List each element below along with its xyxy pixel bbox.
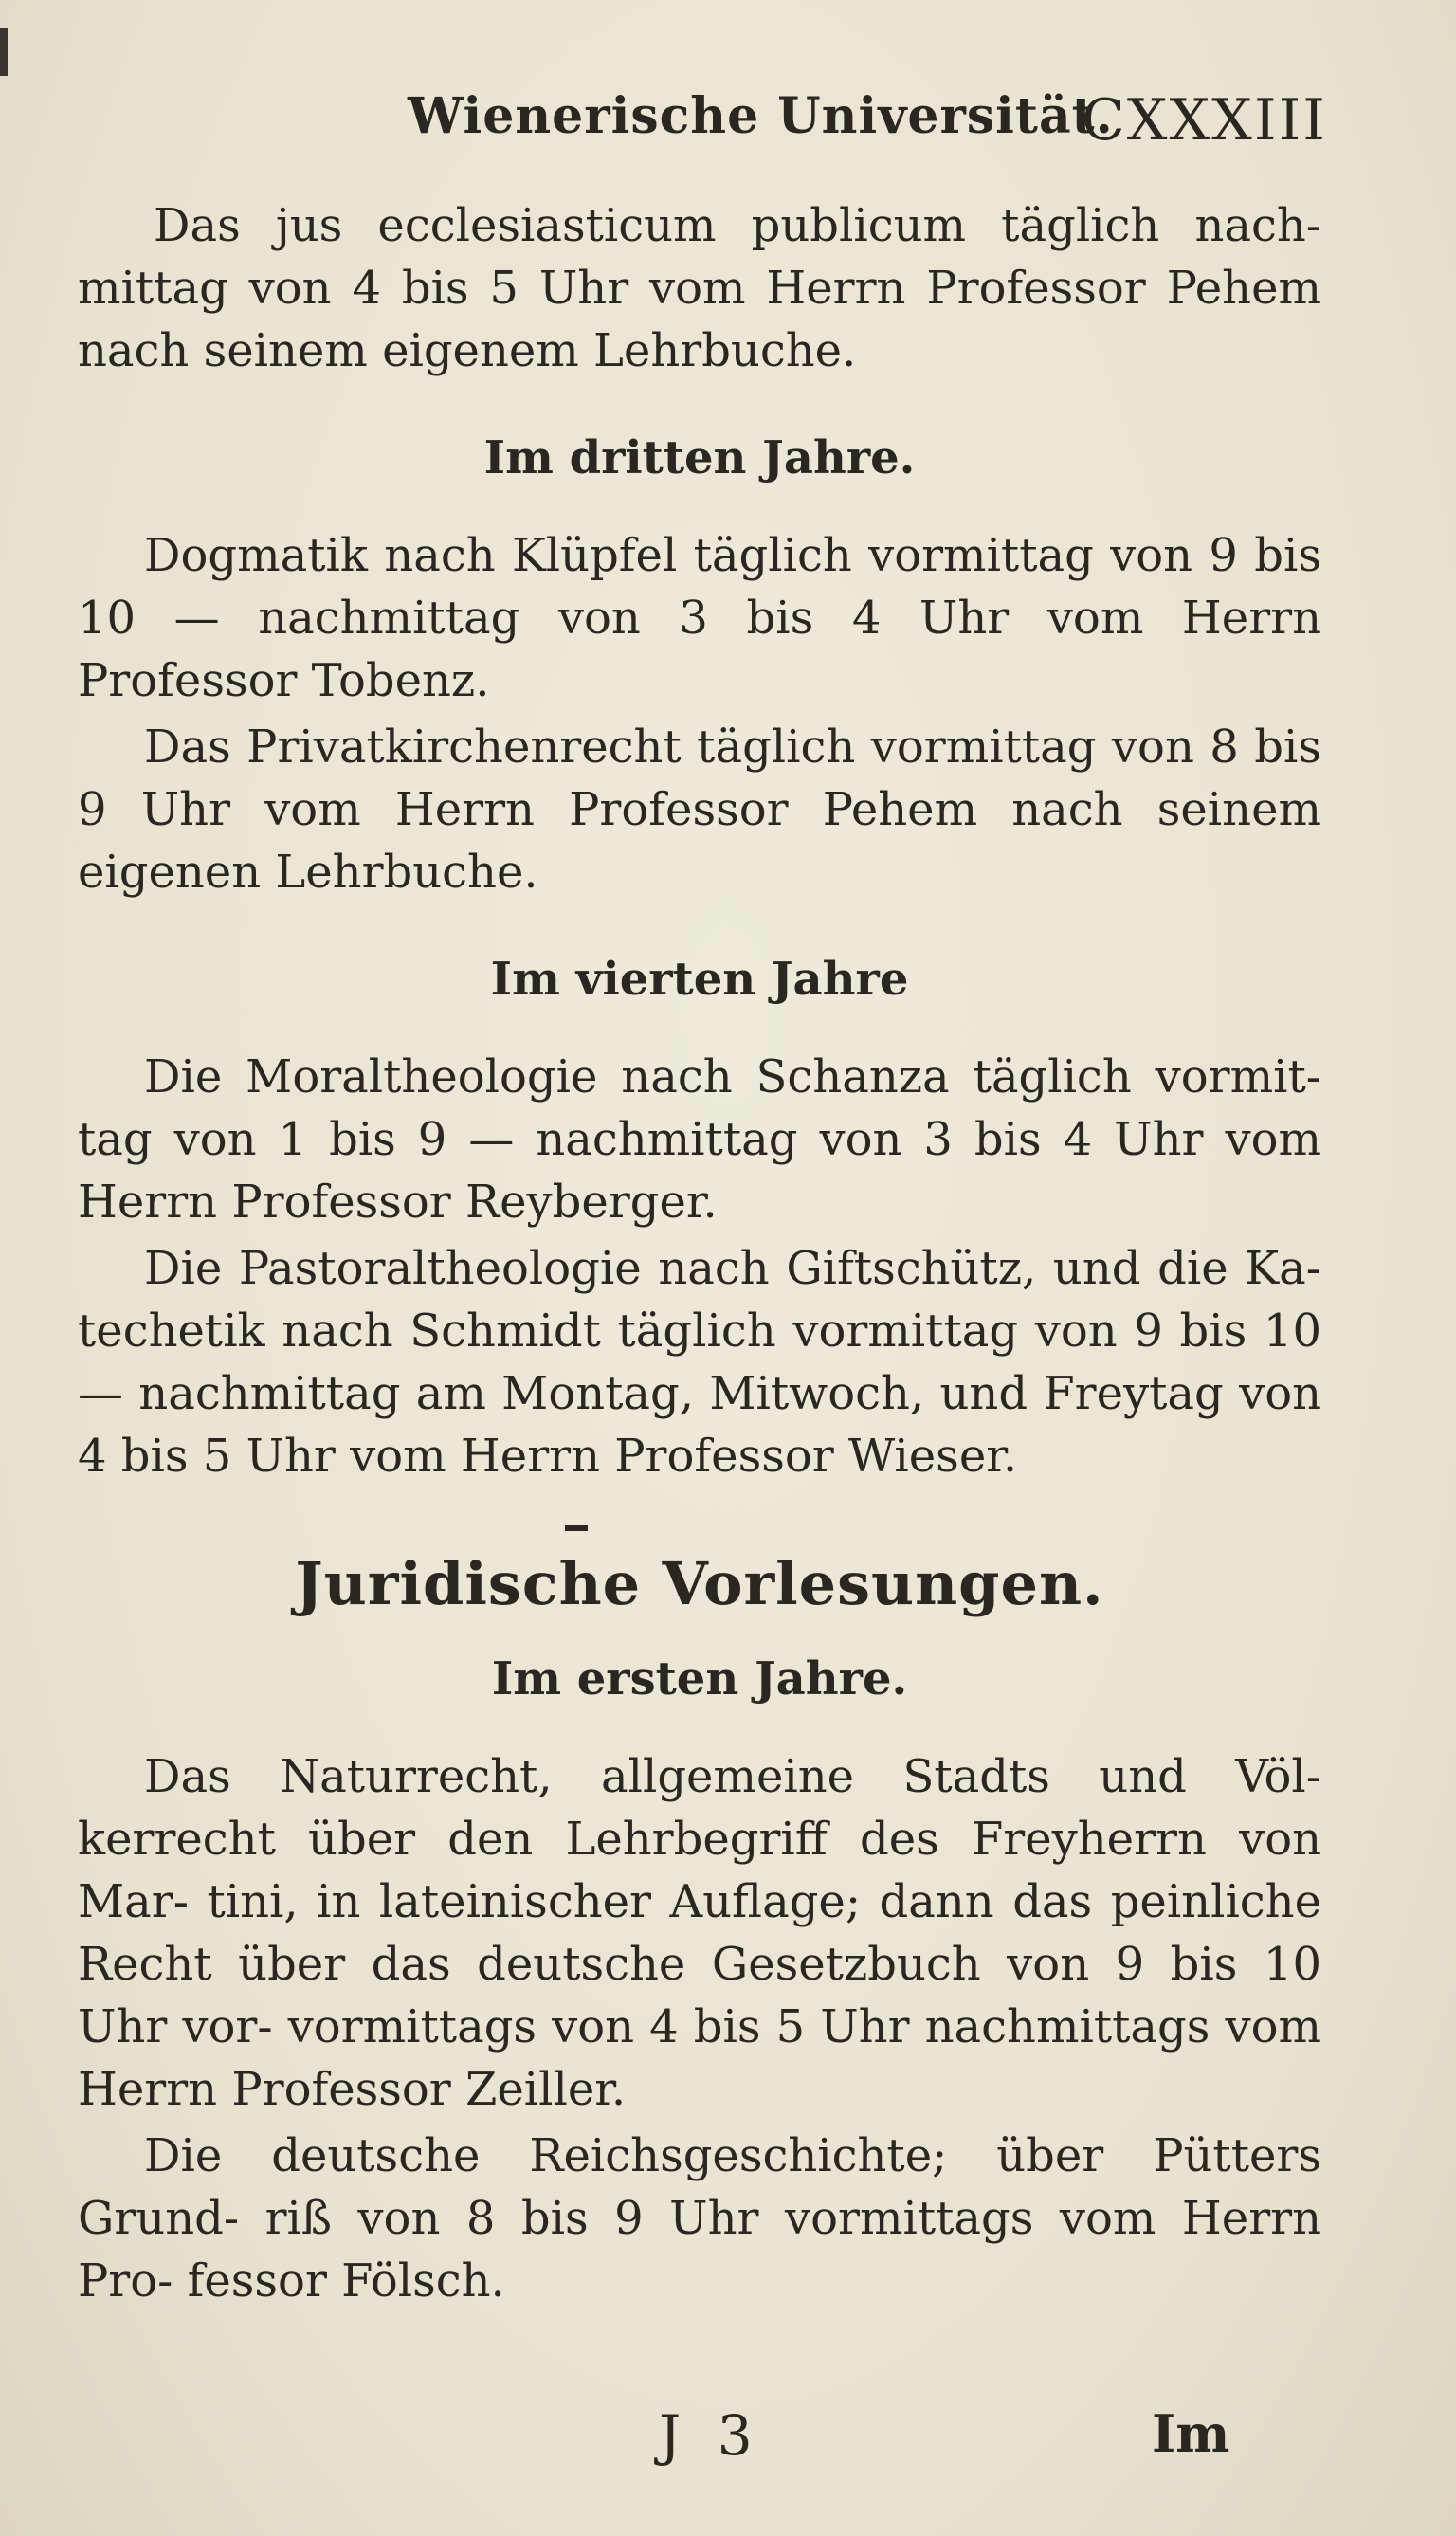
page-footer xyxy=(0,2403,1456,2479)
running-head: Wienerische Universität. xyxy=(408,87,1114,145)
page-number: CXXXIII xyxy=(1081,87,1327,154)
paragraph-naturrecht: Das Naturrecht, allgemeine Stadts und Völ- kerrecht über den Lehrbegriff des Freyherrn von Mar- tini, in lateinischer Auflage; dann das peinliche Recht über das deutsche Gesetzbuch von 9 bis 10 Uhr vor- vormittags von 4 bis 5 Uhr nachmittags vom Herrn Professor Zeiller. xyxy=(78,1750,1321,2116)
page-edge-mark xyxy=(0,28,8,76)
catchword: Im xyxy=(1152,2403,1230,2464)
page-header xyxy=(408,87,1327,163)
heading-fourth-year: Im vierten Jahre xyxy=(490,953,909,1006)
heading-first-year: Im ersten Jahre. xyxy=(491,1652,908,1706)
page-body xyxy=(78,194,1321,2316)
section-title-juridische: Juridische Vorlesungen. xyxy=(295,1549,1104,1618)
heading-third-year: Im dritten Jahre. xyxy=(483,431,916,484)
paragraph-jus-ecclesiasticum: Das jus ecclesiasticum publicum täglich nach- mittag von 4 bis 5 Uhr vom Herrn Professor Pehem nach seinem eigenem Lehrbuche. xyxy=(78,199,1321,377)
paragraph-reichsgeschichte: Die deutsche Reichsgeschichte; über Pütters Grund- riß von 8 bis 9 Uhr vormittags vom Herrn Pro- fessor Fölsch. xyxy=(78,2129,1321,2308)
signature-mark: J 3 xyxy=(659,2403,762,2468)
paragraph-dogmatik: Dogmatik nach Klüpfel täglich vormittag von 9 bis 10 — nachmittag von 3 bis 4 Uhr vom Herrn Professor Tobenz. xyxy=(78,529,1321,707)
paragraph-privatkirchenrecht: Das Privatkirchenrecht täglich vormittag von 8 bis 9 Uhr vom Herrn Professor Pehem nach seinem eigenen Lehrbuche. xyxy=(78,721,1321,899)
paragraph-moraltheologie: Die Moraltheologie nach Schanza täglich vormit- tag von 1 bis 9 — nachmittag von 3 bis 4 Uhr vom Herrn Professor Reyberger. xyxy=(78,1050,1321,1229)
paragraph-pastoraltheologie: Die Pastoraltheologie nach Giftschütz, und die Ka- techetik nach Schmidt täglich vormittag von 9 bis 10 — nachmittag am Montag, Mitwoch, und Freytag von 4 bis 5 Uhr vom Herrn Professor Wieser. xyxy=(78,1242,1321,1483)
ornament-dash xyxy=(565,1525,588,1531)
